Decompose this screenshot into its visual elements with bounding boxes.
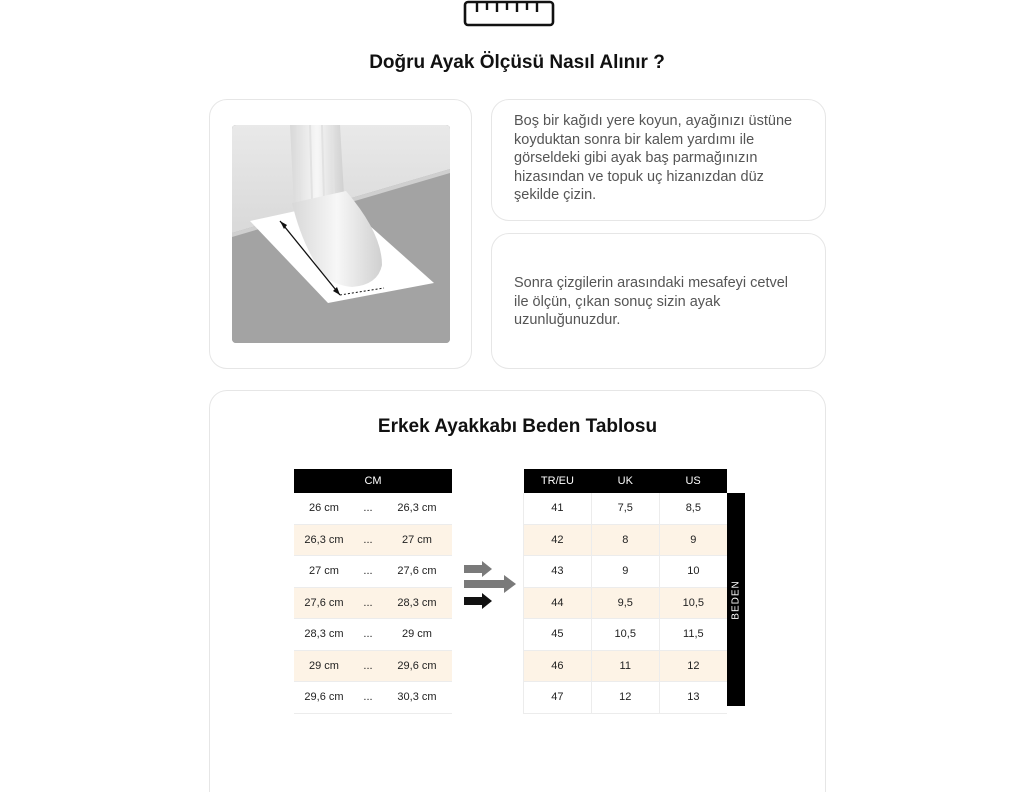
size-uk: 11 bbox=[591, 650, 659, 682]
size-us: 13 bbox=[659, 682, 727, 714]
photo-card bbox=[209, 99, 472, 369]
size-chart-card bbox=[209, 390, 826, 792]
table-row bbox=[524, 650, 728, 682]
size-tr: 45 bbox=[524, 619, 592, 651]
size-header-uk: UK bbox=[591, 469, 659, 493]
table-row bbox=[524, 556, 728, 588]
cm-table-body bbox=[294, 493, 452, 713]
size-tr: 44 bbox=[524, 587, 592, 619]
cm-sep: ... bbox=[354, 619, 382, 651]
instruction-step-1-text: Boş bir kağıdı yere koyun, ayağınızı üstüne koyduktan sonra bir kalem yardımı ile görseldeki gibi ayak baş parmağınızın hizasından ve topuk uç hizanızdan düz şekilde çizin. bbox=[514, 113, 793, 203]
page-title: Doğru Ayak Ölçüsü Nasıl Alınır ? bbox=[369, 52, 665, 73]
instruction-step-2-text: Sonra çizgilerin arasındaki mesafeyi cetvel ile ölçün, çıkan sonuç sizin ayak uzunluğunuzdur. bbox=[514, 275, 789, 328]
cm-sep: ... bbox=[354, 650, 382, 682]
size-header-us: US bbox=[659, 469, 727, 493]
size-us: 8,5 bbox=[659, 493, 727, 524]
cm-from: 29 cm bbox=[294, 650, 354, 682]
instruction-step-1-card bbox=[491, 99, 826, 221]
table-row bbox=[524, 682, 728, 714]
size-us: 10 bbox=[659, 556, 727, 588]
cm-from: 26 cm bbox=[294, 493, 354, 524]
cm-sep: ... bbox=[354, 524, 382, 556]
size-header-tr: TR/EU bbox=[524, 469, 592, 493]
cm-to: 28,3 cm bbox=[382, 587, 452, 619]
table-row bbox=[294, 524, 452, 556]
cm-from: 29,6 cm bbox=[294, 682, 354, 714]
size-us: 12 bbox=[659, 650, 727, 682]
table-row bbox=[524, 619, 728, 651]
cm-sep: ... bbox=[354, 493, 382, 524]
size-tr: 42 bbox=[524, 524, 592, 556]
cm-sep: ... bbox=[354, 587, 382, 619]
cm-sep: ... bbox=[354, 556, 382, 588]
beden-label-text: BEDEN bbox=[730, 579, 742, 620]
table-row bbox=[294, 682, 452, 714]
table-row bbox=[294, 556, 452, 588]
size-table bbox=[523, 469, 727, 714]
table-row bbox=[294, 619, 452, 651]
cm-table bbox=[294, 469, 452, 714]
cm-to: 27,6 cm bbox=[382, 556, 452, 588]
table-row bbox=[524, 587, 728, 619]
table-row bbox=[524, 493, 728, 524]
cm-from: 27 cm bbox=[294, 556, 354, 588]
beden-side-label bbox=[727, 493, 745, 706]
size-uk: 10,5 bbox=[591, 619, 659, 651]
size-uk: 9 bbox=[591, 556, 659, 588]
size-uk: 7,5 bbox=[591, 493, 659, 524]
size-tr: 41 bbox=[524, 493, 592, 524]
instruction-step-2-card bbox=[491, 233, 826, 369]
cm-to: 29 cm bbox=[382, 619, 452, 651]
size-uk: 8 bbox=[591, 524, 659, 556]
cm-to: 27 cm bbox=[382, 524, 452, 556]
cm-from: 26,3 cm bbox=[294, 524, 354, 556]
cm-to: 30,3 cm bbox=[382, 682, 452, 714]
table-row bbox=[524, 524, 728, 556]
cm-to: 26,3 cm bbox=[382, 493, 452, 524]
size-us: 10,5 bbox=[659, 587, 727, 619]
foot-measurement-photo bbox=[232, 125, 450, 343]
table-row bbox=[294, 650, 452, 682]
size-tr: 46 bbox=[524, 650, 592, 682]
table-row bbox=[294, 493, 452, 524]
cm-sep: ... bbox=[354, 682, 382, 714]
table-row bbox=[294, 587, 452, 619]
cm-from: 27,6 cm bbox=[294, 587, 354, 619]
ruler-icon bbox=[463, 0, 555, 28]
size-chart-title: Erkek Ayakkabı Beden Tablosu bbox=[377, 416, 658, 437]
size-uk: 12 bbox=[591, 682, 659, 714]
size-tr: 47 bbox=[524, 682, 592, 714]
cm-from: 28,3 cm bbox=[294, 619, 354, 651]
size-us: 9 bbox=[659, 524, 727, 556]
cm-to: 29,6 cm bbox=[382, 650, 452, 682]
size-uk: 9,5 bbox=[591, 587, 659, 619]
size-table-body bbox=[524, 493, 728, 713]
size-us: 11,5 bbox=[659, 619, 727, 651]
size-tr: 43 bbox=[524, 556, 592, 588]
cm-header: CM bbox=[294, 469, 452, 493]
triple-arrow-right-icon bbox=[464, 561, 518, 613]
